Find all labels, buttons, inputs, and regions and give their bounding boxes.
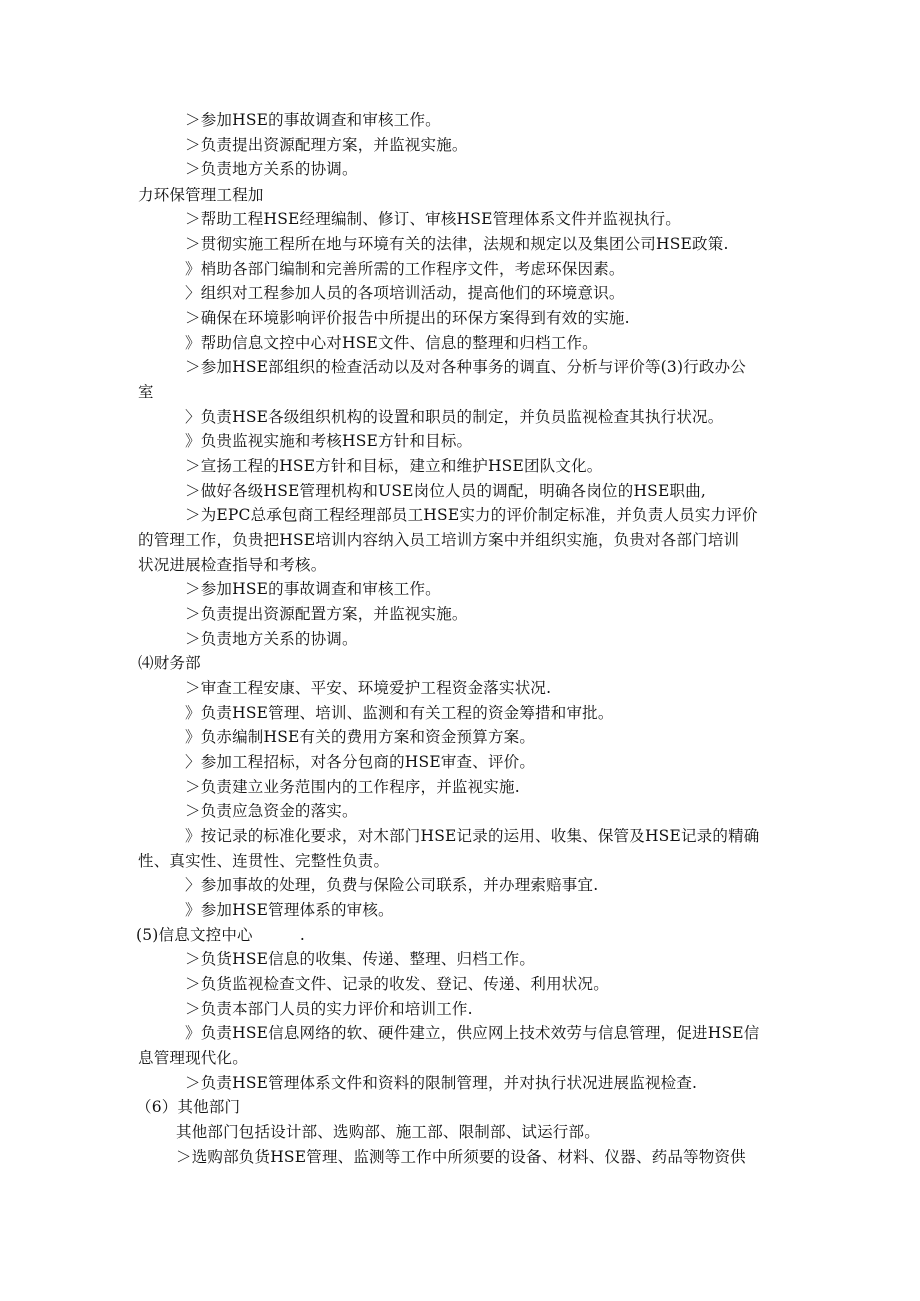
text-line: 息管理现代化。 xyxy=(138,1049,248,1067)
text-line: 》负赤编制HSE有关的费用方案和资金预算方案。 xyxy=(185,728,536,746)
text-line: ＞确保在环境影响评价报告中所提出的环保方案得到有效的实施. xyxy=(185,309,630,327)
text-line: ＞负责应急资金的落实。 xyxy=(185,802,358,820)
text-line: ＞负责本部门人员的实力评价和培训工作. xyxy=(185,1000,473,1018)
section-heading: ⑷财务部 xyxy=(138,654,201,672)
section-heading: 力环保管理工程加 xyxy=(138,186,264,204)
text-line: ＞负责建立业务范围内的工作程序，并监视实施. xyxy=(185,778,520,796)
text-line: ＞做好各级HSE管理机构和USE岗位人员的调配，明确各岗位的HSE职曲, xyxy=(185,482,707,500)
text-line: 室 xyxy=(138,383,154,401)
text-line: 〉参加工程招标，对各分包商的HSE审查、评价。 xyxy=(185,753,536,771)
text-line: 》负责HSE管理、培训、监测和有关工程的资金筹措和审批。 xyxy=(185,704,614,722)
text-line: ＞为EPC总承包商工程经理部员工HSE实力的评价制定标准，并负责人员实力评价 xyxy=(185,506,758,524)
text-line: ＞参加HSE的事故调查和审核工作。 xyxy=(185,580,441,598)
text-line: 〉参加事故的处理，负费与保险公司联系，并办理索赔事宜. xyxy=(185,876,599,894)
text-line: ＞负责地方关系的协调。 xyxy=(185,160,358,178)
text-line: ＞参加HSE部组织的检查活动以及对各种事务的调直、分析与评价等(3)行政办公 xyxy=(185,358,747,376)
section-heading: （6）其他部门 xyxy=(136,1098,241,1116)
text-line: ＞选购部负货HSE管理、监测等工作中所须要的设备、材料、仪器、药品等物资供 xyxy=(176,1148,746,1166)
text-line: 的管理工作，负贵把HSE培训内容纳入员工培训方案中并组织实施，负贵对各部门培训 xyxy=(138,531,740,549)
text-line: 〉组织对工程参加人员的各项培训活动，提高他们的环境意识。 xyxy=(185,284,625,302)
text-line: 其他部门包括设计部、选购部、施工部、限制部、试运行部。 xyxy=(176,1123,600,1141)
text-line: ＞审查工程安康、平安、环境爱护工程资金落实状况. xyxy=(185,679,552,697)
text-line: 》按记录的标准化要求，对木部门HSE记录的运用、收集、保管及HSE记录的精确 xyxy=(185,827,760,845)
text-line: ＞帮助工程HSE经理编制、修订、审核HSE管理体系文件并监视执行。 xyxy=(185,210,682,228)
text-line: 性、真实性、连贯性、完整性负责。 xyxy=(138,852,390,870)
text-line: ＞负货监视检查文件、记录的收发、登记、传递、利用状况。 xyxy=(185,975,609,993)
text-line: 》帮助信息文控中心对HSE文件、信息的整理和归档工作。 xyxy=(185,334,598,352)
section-heading: (5)信息文控中心 . xyxy=(136,926,305,944)
text-line: ＞参加HSE的事故调查和审核工作。 xyxy=(185,111,441,129)
text-line: ＞负货HSE信息的收集、传递、整理、归档工作。 xyxy=(185,950,536,968)
text-line: ＞负责地方关系的协调。 xyxy=(185,630,358,648)
text-line: 》梢助各部门编制和完善所需的工作程序文件，考虑环保因素。 xyxy=(185,260,625,278)
text-line: 状况进展检查指导和考核。 xyxy=(138,556,327,574)
text-line: 〉负责HSE各级组织机构的设置和职员的制定，并负员监视检查其执行状况。 xyxy=(185,408,724,426)
text-line: ＞负责HSE管理体系文件和资料的限制管理，并对执行状况进展监视检查. xyxy=(185,1074,698,1092)
text-line: ＞负责提出资源配置方案，并监视实施。 xyxy=(185,605,468,623)
text-line: ＞贯彻实施工程所在地与环境有关的法律，法规和规定以及集团公司HSE政策. xyxy=(185,235,729,253)
text-line: ＞宣扬工程的HSE方针和目标，建立和维护HSE团队文化。 xyxy=(185,457,603,475)
text-line: ＞负责提出资源配理方案，并监视实施。 xyxy=(185,136,468,154)
text-line: 》负责HSE信息网络的软、硬件建立，供应网上技术效劳与信息管理，促进HSE信 xyxy=(185,1024,760,1042)
text-line: 》负贵监视实施和考核HSE方针和目标。 xyxy=(185,432,473,450)
text-line: 》参加HSE管理体系的审核。 xyxy=(185,901,394,919)
